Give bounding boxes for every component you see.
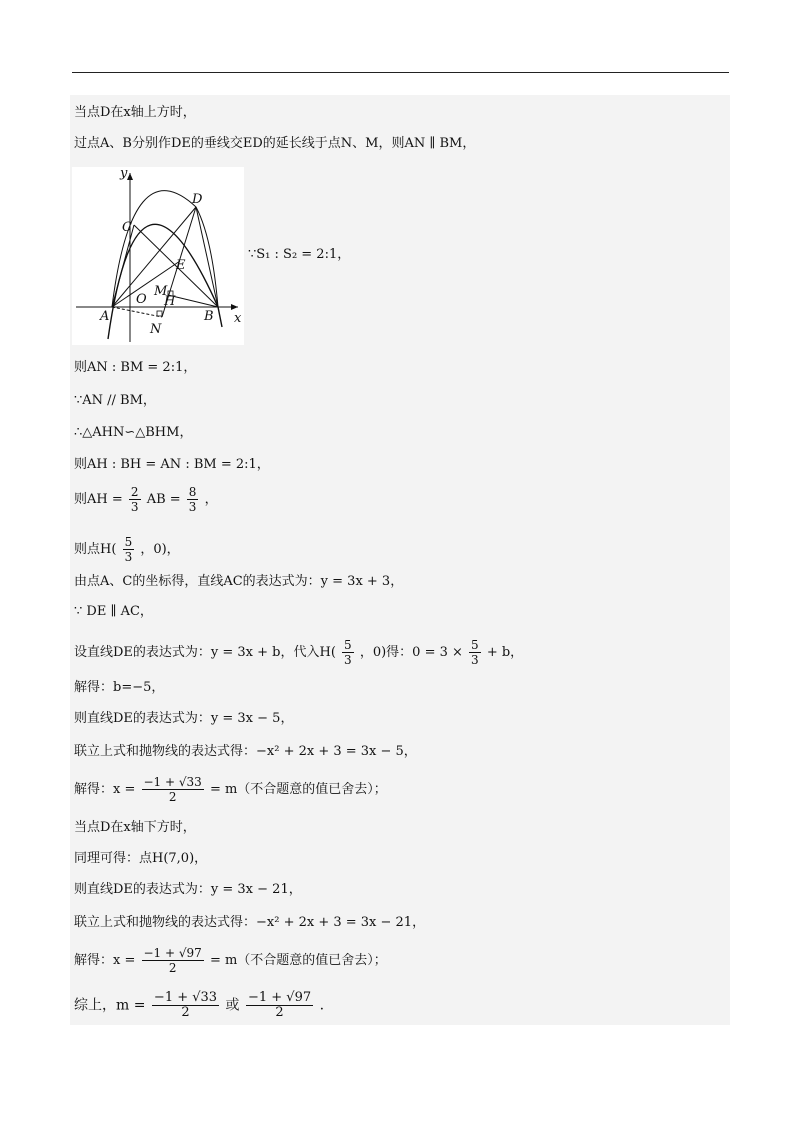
- text-segment: ，0)，: [140, 542, 180, 557]
- label-o: O: [136, 292, 147, 307]
- fraction: [142, 946, 204, 975]
- math-line: [74, 946, 387, 975]
- label-h: H: [164, 294, 176, 309]
- text-segment: = m（不合题意的值已舍去）；: [209, 782, 387, 797]
- label-b: B: [204, 309, 214, 324]
- math-line: [74, 535, 180, 564]
- fraction: [152, 991, 219, 1020]
- header-rule: [72, 72, 729, 73]
- fraction-numerator: −1 + √97: [247, 990, 312, 1005]
- text-line: 过点A、B分别作DE的垂线交ED的延长线于点N、M，则AN ∥ BM，: [74, 136, 476, 151]
- fraction-numerator: 2: [130, 485, 139, 499]
- text-line: 当点D在x轴上方时，: [74, 105, 196, 120]
- fraction: [342, 638, 354, 667]
- text-segment: 设直线DE的表达式为：y = 3x + b，代入H(: [74, 645, 336, 660]
- text-line: 则直线DE的表达式为：y = 3x − 21，: [74, 882, 302, 897]
- fraction: [246, 991, 313, 1020]
- text-segment: 则点H(: [74, 542, 117, 557]
- fraction-denominator: 2: [275, 1005, 284, 1020]
- fraction-numerator: 8: [188, 485, 197, 499]
- text-line: 则直线DE的表达式为：y = 3x − 5，: [74, 711, 294, 726]
- fraction-numerator: 5: [344, 638, 352, 652]
- text-line: ∴△AHN∽△BHM，: [74, 425, 193, 440]
- text-line: 联立上式和抛物线的表达式得：−x² + 2x + 3 = 3x − 21，: [74, 915, 426, 930]
- text-segment: 解得：x =: [74, 953, 136, 968]
- text-line: 同理可得：点H(7,0)，: [74, 851, 208, 866]
- text-segment: ，0)得：0 = 3 ×: [359, 645, 463, 660]
- fraction-denominator: 3: [471, 653, 479, 667]
- label-x: x: [234, 311, 242, 326]
- label-e: E: [176, 258, 186, 273]
- label-n: N: [150, 322, 162, 337]
- fraction-denominator: 3: [124, 550, 133, 564]
- fraction-denominator: 3: [344, 653, 352, 667]
- label-c: C: [122, 220, 132, 235]
- math-line: [74, 991, 324, 1020]
- text-segment: .: [319, 997, 325, 1014]
- text-segment: 或: [225, 997, 240, 1014]
- text-line: 则AN : BM = 2:1，: [74, 360, 197, 375]
- text-line: 联立上式和抛物线的表达式得：−x² + 2x + 3 = 3x − 5，: [74, 744, 417, 759]
- fraction-denominator: 3: [188, 500, 197, 514]
- parabola-diagram: [72, 167, 244, 345]
- math-line: [74, 775, 387, 804]
- fraction-denominator: 2: [168, 790, 177, 804]
- fraction: [469, 638, 481, 667]
- text-segment: 则AH =: [74, 492, 123, 507]
- text-line: 当点D在x轴下方时，: [74, 820, 196, 835]
- text-line: ∵ DE ∥ AC，: [74, 604, 153, 619]
- math-line: [74, 638, 523, 667]
- fraction-denominator: 2: [168, 961, 177, 975]
- text-line: 则AH : BH = AN : BM = 2:1，: [74, 457, 270, 472]
- fraction: [187, 485, 199, 514]
- fraction-numerator: −1 + √33: [153, 990, 218, 1005]
- text-line: ∵S₁ : S₂ = 2:1，: [248, 247, 351, 262]
- fraction: [129, 485, 141, 514]
- text-line: 解得：b=−5，: [74, 680, 165, 695]
- text-segment: ，: [204, 492, 218, 507]
- text-segment: 解得：x =: [74, 782, 136, 797]
- fraction-numerator: 5: [124, 535, 133, 549]
- fraction-denominator: 3: [130, 500, 139, 514]
- fraction-numerator: 5: [471, 638, 479, 652]
- fraction-numerator: −1 + √97: [143, 946, 202, 960]
- fraction: [123, 535, 135, 564]
- solution-panel: [70, 95, 730, 1025]
- text-segment: = m（不合题意的值已舍去）；: [209, 953, 387, 968]
- label-y: y: [120, 167, 128, 181]
- text-segment: 综上，m =: [74, 997, 146, 1014]
- fraction: [142, 775, 204, 804]
- label-a: A: [100, 309, 110, 324]
- label-d: D: [192, 192, 203, 207]
- text-line: 由点A、C的坐标得，直线AC的表达式为：y = 3x + 3，: [74, 574, 404, 589]
- parabola-figure: [72, 167, 244, 345]
- fraction-denominator: 2: [181, 1005, 190, 1020]
- label-m: M: [154, 284, 168, 299]
- text-line: ∵AN // BM，: [74, 393, 156, 408]
- math-line: [74, 485, 218, 514]
- text-segment: AB =: [146, 492, 181, 507]
- fraction-numerator: −1 + √33: [143, 775, 202, 789]
- text-segment: + b，: [486, 645, 524, 660]
